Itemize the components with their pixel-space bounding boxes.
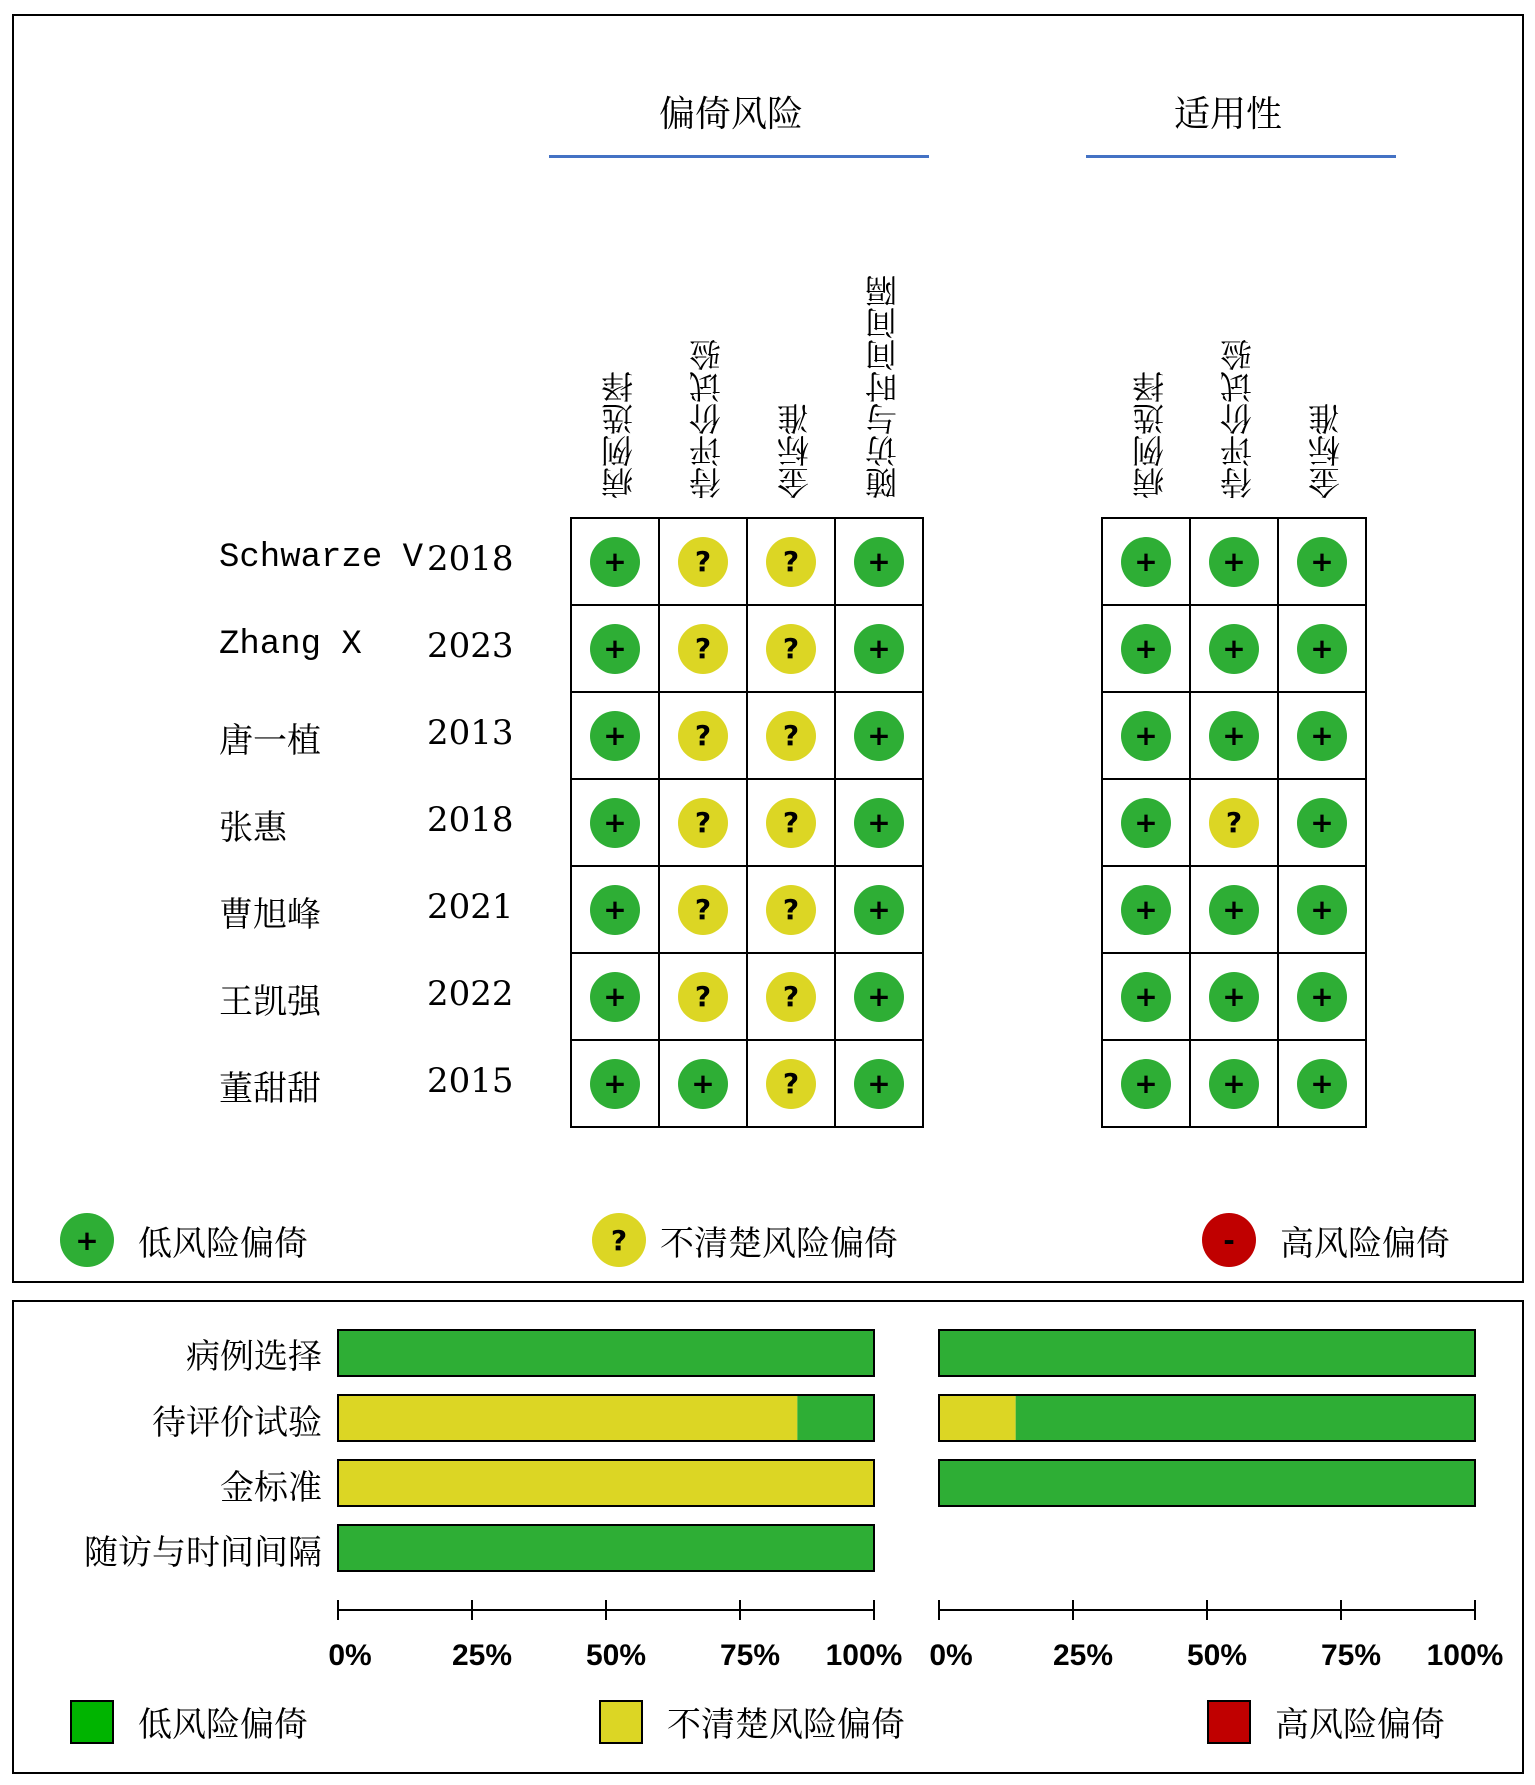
judgement-low-icon: +	[590, 1059, 640, 1109]
legend-low-dot: +	[60, 1213, 114, 1267]
col-header-app-0: 病例选择	[1131, 371, 1169, 499]
grid-cell	[659, 1040, 747, 1127]
grid-cell	[1278, 1040, 1366, 1127]
x-tick-label: 75%	[1320, 1639, 1382, 1672]
study-name: Zhang X	[219, 626, 362, 664]
bar-segment	[338, 1395, 797, 1441]
study-name: 董甜甜	[219, 1073, 321, 1111]
grid-cell	[659, 779, 747, 866]
study-name: 张惠	[219, 812, 287, 850]
x-tick-label: 25%	[1052, 1639, 1114, 1672]
grid-cell	[1278, 692, 1366, 779]
grid-cell	[747, 1040, 835, 1127]
grid-cell	[659, 605, 747, 692]
grid-cell	[571, 779, 659, 866]
study-name: Schwarze V	[219, 539, 424, 577]
grid-row	[571, 518, 923, 605]
judgement-low-icon: +	[590, 798, 640, 848]
judgement-low-icon: +	[1297, 1059, 1347, 1109]
judgement-low-icon: +	[590, 624, 640, 674]
grid-cell	[659, 692, 747, 779]
judgement-low-icon: +	[1209, 624, 1259, 674]
bar-legend-low	[70, 1697, 308, 1746]
grid-cell	[1190, 605, 1278, 692]
grid-cell	[1278, 779, 1366, 866]
bar-segment	[338, 1460, 874, 1506]
study-year: 2018	[427, 539, 514, 579]
judgement-unclear-icon: ?	[678, 798, 728, 848]
grid-row	[571, 953, 923, 1040]
judgement-low-icon: +	[1297, 537, 1347, 587]
judgement-low-icon: +	[1121, 798, 1171, 848]
grid-cell	[659, 866, 747, 953]
bar-legend-low-swatch	[70, 1700, 114, 1744]
x-tick-label: 50%	[1186, 1639, 1248, 1672]
grid-cell	[1102, 1040, 1190, 1127]
judgement-low-icon: +	[590, 972, 640, 1022]
grid-cell	[1102, 779, 1190, 866]
group-underline-applicability	[1086, 155, 1396, 158]
judgement-low-icon: +	[590, 885, 640, 935]
judgement-unclear-icon: ?	[766, 972, 816, 1022]
bar-label-1: 待评价试验	[152, 1403, 322, 1443]
bar-label-0: 病例选择	[186, 1337, 322, 1377]
grid-cell	[571, 692, 659, 779]
col-header-bias-1: 待评价试验	[688, 339, 726, 499]
study-year: 2022	[427, 974, 514, 1014]
risk-of-bias-summary-panel	[12, 14, 1524, 1283]
grid-cell	[835, 953, 923, 1040]
grid-row	[571, 605, 923, 692]
bar-label-3: 随访与时间间隔	[84, 1533, 322, 1573]
bar-segment	[797, 1395, 874, 1441]
bar-legend-low-label: 低风险偏倚	[138, 1705, 308, 1745]
grid-cell	[747, 953, 835, 1040]
grid-row	[571, 866, 923, 953]
grid-cell	[571, 866, 659, 953]
grid-cell	[1278, 866, 1366, 953]
judgement-unclear-icon: ?	[1209, 798, 1259, 848]
judgement-low-icon: +	[1297, 885, 1347, 935]
study-name: 唐一植	[219, 725, 321, 763]
bar-segment	[1016, 1395, 1475, 1441]
judgement-low-icon: +	[1121, 711, 1171, 761]
x-tick-label: 75%	[719, 1639, 781, 1672]
bar-legend-unclear-swatch	[599, 1700, 643, 1744]
bar-legend-high	[1207, 1697, 1445, 1746]
judgement-low-icon: +	[854, 624, 904, 674]
judgement-low-icon: +	[1121, 972, 1171, 1022]
grid-cell	[835, 1040, 923, 1127]
applicability-grid	[1101, 517, 1367, 1128]
grid-row	[1102, 605, 1366, 692]
col-header-bias-3: 随访与时间间隔	[864, 275, 902, 499]
study-year: 2021	[427, 887, 514, 927]
judgement-unclear-icon: ?	[678, 885, 728, 935]
legend-unclear-label: 不清楚风险偏倚	[660, 1223, 898, 1264]
legend-high	[1202, 1213, 1450, 1267]
judgement-low-icon: +	[1121, 624, 1171, 674]
judgement-low-icon: +	[590, 711, 640, 761]
study-year: 2013	[427, 713, 514, 753]
grid-cell	[1102, 692, 1190, 779]
judgement-low-icon: +	[1297, 624, 1347, 674]
bar-segment	[338, 1525, 874, 1571]
judgement-unclear-icon: ?	[766, 798, 816, 848]
col-header-app-2: 金标准	[1307, 403, 1345, 499]
legend-high-dot: -	[1202, 1213, 1256, 1267]
judgement-unclear-icon: ?	[766, 885, 816, 935]
grid-cell	[1102, 953, 1190, 1040]
legend-high-label: 高风险偏倚	[1280, 1223, 1450, 1264]
grid-cell	[1190, 779, 1278, 866]
judgement-unclear-icon: ?	[766, 624, 816, 674]
group-title-bias: 偏倚风险	[659, 94, 804, 135]
judgement-unclear-icon: ?	[766, 711, 816, 761]
grid-cell	[1278, 953, 1366, 1040]
grid-row	[1102, 1040, 1366, 1127]
grid-row	[571, 1040, 923, 1127]
grid-cell	[747, 866, 835, 953]
judgement-low-icon: +	[1297, 972, 1347, 1022]
judgement-unclear-icon: ?	[678, 537, 728, 587]
col-header-bias-0: 病例选择	[600, 371, 638, 499]
judgement-low-icon: +	[1297, 711, 1347, 761]
grid-row	[1102, 518, 1366, 605]
x-tick-label: 0%	[929, 1639, 973, 1672]
study-name: 王凯强	[219, 986, 321, 1024]
judgement-low-icon: +	[1209, 1059, 1259, 1109]
grid-cell	[835, 518, 923, 605]
judgement-low-icon: +	[1121, 537, 1171, 587]
bar-segment	[338, 1330, 874, 1376]
judgement-low-icon: +	[1121, 885, 1171, 935]
legend-low	[60, 1213, 308, 1267]
x-tick-label: 0%	[328, 1639, 372, 1672]
judgement-low-icon: +	[854, 1059, 904, 1109]
judgement-low-icon: +	[1209, 537, 1259, 587]
grid-cell	[1190, 518, 1278, 605]
grid-cell	[835, 779, 923, 866]
grid-cell	[659, 518, 747, 605]
judgement-low-icon: +	[1209, 972, 1259, 1022]
grid-cell	[571, 1040, 659, 1127]
legend-unclear	[592, 1213, 898, 1267]
judgement-low-icon: +	[590, 537, 640, 587]
judgement-low-icon: +	[1209, 711, 1259, 761]
bias-grid	[570, 517, 924, 1128]
study-year: 2018	[427, 800, 514, 840]
judgement-unclear-icon: ?	[678, 624, 728, 674]
legend-low-label: 低风险偏倚	[138, 1223, 308, 1264]
x-tick-label: 100%	[825, 1639, 903, 1672]
grid-cell	[1278, 605, 1366, 692]
judgement-low-icon: +	[1209, 885, 1259, 935]
grid-cell	[1278, 518, 1366, 605]
grid-cell	[747, 605, 835, 692]
judgement-unclear-icon: ?	[766, 1059, 816, 1109]
bar-segment	[939, 1460, 1475, 1506]
bar-legend-unclear-label: 不清楚风险偏倚	[667, 1705, 905, 1745]
col-header-bias-2: 金标准	[776, 403, 814, 499]
grid-cell	[571, 953, 659, 1040]
grid-cell	[659, 953, 747, 1040]
group-underline-bias	[549, 155, 929, 158]
grid-cell	[747, 692, 835, 779]
judgement-low-icon: +	[854, 537, 904, 587]
grid-cell	[835, 692, 923, 779]
grid-cell	[835, 866, 923, 953]
judgement-low-icon: +	[854, 885, 904, 935]
grid-row	[1102, 866, 1366, 953]
x-tick-label: 25%	[451, 1639, 513, 1672]
grid-row	[1102, 953, 1366, 1040]
risk-of-bias-graph-panel	[12, 1300, 1524, 1774]
grid-cell	[1102, 518, 1190, 605]
grid-cell	[1102, 605, 1190, 692]
grid-cell	[747, 518, 835, 605]
x-tick-label: 100%	[1426, 1639, 1504, 1672]
bar-label-2: 金标准	[220, 1468, 322, 1508]
grid-row	[1102, 692, 1366, 779]
judgement-low-icon: +	[854, 972, 904, 1022]
grid-cell	[571, 605, 659, 692]
grid-cell	[1102, 866, 1190, 953]
judgement-unclear-icon: ?	[678, 972, 728, 1022]
bar-segment	[939, 1395, 1016, 1441]
study-year: 2023	[427, 626, 514, 666]
grid-cell	[1190, 1040, 1278, 1127]
grid-cell	[747, 779, 835, 866]
study-name: 曹旭峰	[219, 899, 321, 937]
judgement-low-icon: +	[678, 1059, 728, 1109]
bar-legend-high-swatch	[1207, 1700, 1251, 1744]
judgement-unclear-icon: ?	[766, 537, 816, 587]
judgement-low-icon: +	[1297, 798, 1347, 848]
grid-cell	[1190, 692, 1278, 779]
judgement-unclear-icon: ?	[678, 711, 728, 761]
grid-cell	[1190, 866, 1278, 953]
grid-row	[571, 692, 923, 779]
judgement-low-icon: +	[1121, 1059, 1171, 1109]
grid-cell	[571, 518, 659, 605]
grid-cell	[1190, 953, 1278, 1040]
judgement-low-icon: +	[854, 798, 904, 848]
study-year: 2015	[427, 1061, 514, 1101]
x-tick-label: 50%	[585, 1639, 647, 1672]
grid-cell	[835, 605, 923, 692]
group-title-applicability: 适用性	[1174, 94, 1283, 135]
col-header-app-1: 待评价试验	[1219, 339, 1257, 499]
legend-unclear-dot: ?	[592, 1213, 646, 1267]
grid-row	[571, 779, 923, 866]
bar-legend-high-label: 高风险偏倚	[1275, 1705, 1445, 1745]
bar-segment	[939, 1330, 1475, 1376]
bar-legend-unclear	[599, 1697, 905, 1746]
grid-row	[1102, 779, 1366, 866]
judgement-low-icon: +	[854, 711, 904, 761]
